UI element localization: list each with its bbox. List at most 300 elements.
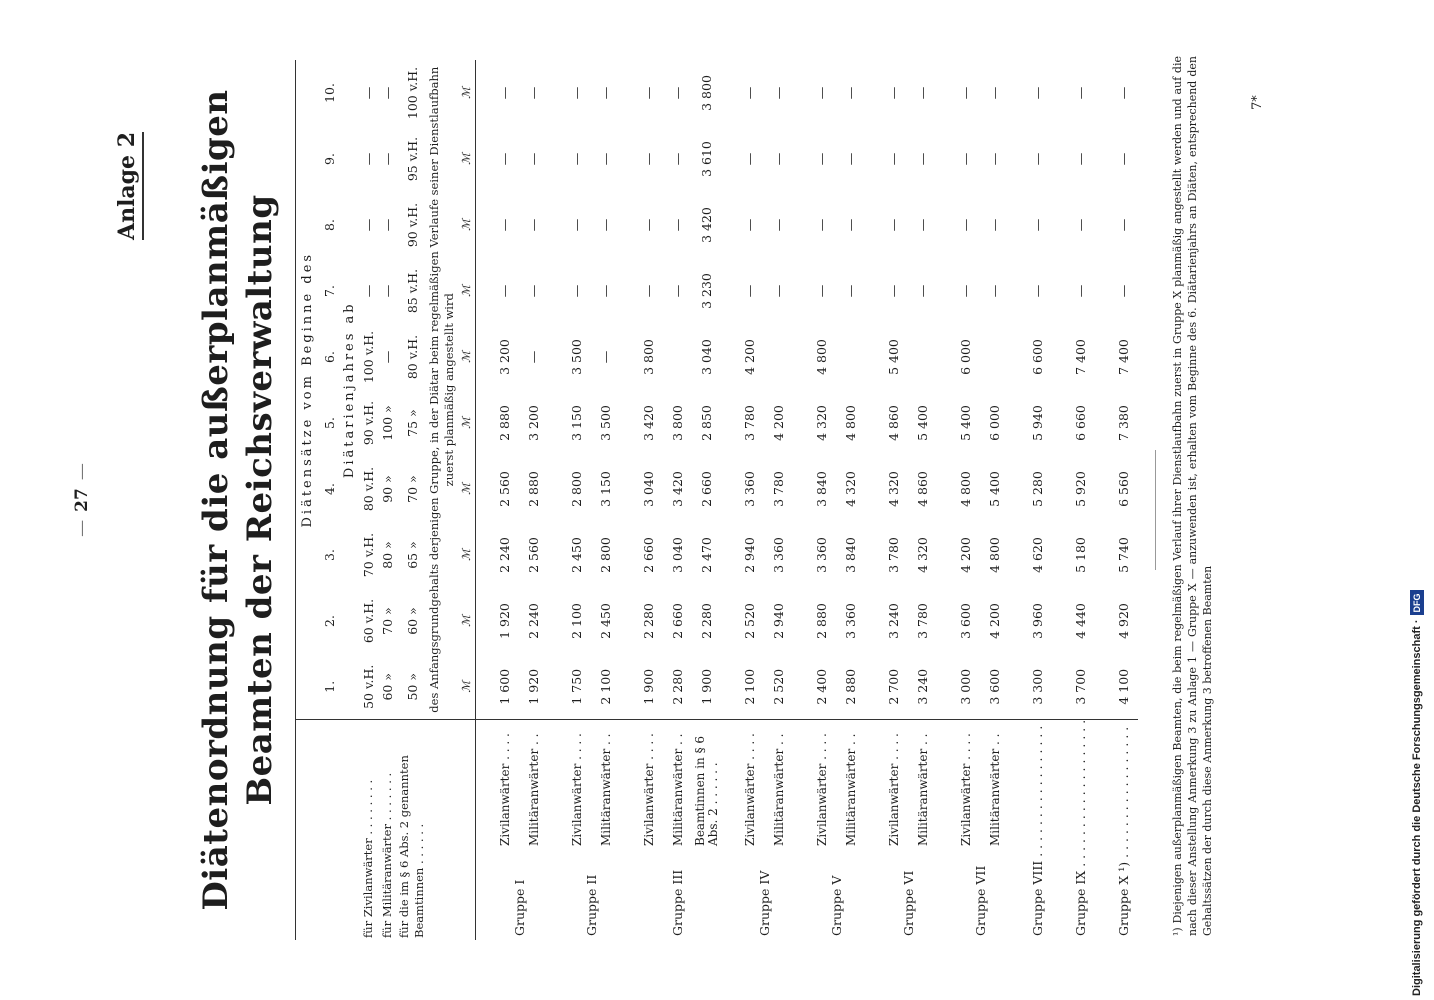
gap-cell [476, 720, 491, 940]
group-name: Gruppe VII [972, 865, 988, 936]
value-cell: 2 700 [886, 668, 901, 705]
row-label: Zivilanwärter . . . . [879, 720, 908, 848]
percent-cell: 75 » [404, 409, 420, 437]
column-header: 10. [321, 83, 337, 103]
value-cell: 2 280 [670, 668, 685, 705]
dfg-badge: DFG [1410, 590, 1424, 615]
value-cell: 3 240 [915, 668, 930, 705]
table-row [1023, 60, 1052, 940]
percent-cell: — [361, 284, 376, 298]
value-cell: 3 360 [742, 471, 757, 507]
percent-cell: 80 v.H. [361, 466, 376, 512]
gap-cell [865, 720, 879, 940]
value-cell: 7 400 [1116, 339, 1131, 375]
value-cell: 4 200 [958, 537, 973, 573]
dfg-credit: Digitalisierung gefördert durch die Deutsche Forschungsgemeinschaft · [1411, 619, 1423, 996]
gap-cell [721, 720, 735, 940]
value-cell: 4 100 [1116, 668, 1131, 705]
value-cell: 4 920 [1116, 603, 1131, 639]
unit-mark: ℳ [457, 324, 476, 390]
value-cell: 3 040 [641, 471, 656, 507]
group-name: Gruppe II [583, 874, 599, 936]
title-line-1: Diätenordnung für die außerplanmäßigen [196, 89, 236, 911]
table-row [764, 60, 793, 940]
unit-mark: ℳ [457, 522, 476, 588]
value-cell: 3 780 [742, 405, 757, 441]
gap-cell [1009, 60, 1023, 720]
percent-cell: — [380, 350, 395, 364]
value-cell: — [1116, 218, 1131, 232]
percent-row-label: für die im § 6 Abs. 2 genannten Beamtinnen . . . . . . [397, 720, 427, 940]
column-header: 9. [321, 153, 337, 165]
value-cell: 3 040 [699, 339, 714, 375]
percent-cell: 90 v.H. [404, 202, 420, 248]
table-row [1109, 60, 1138, 940]
value-cell: — [1073, 218, 1088, 232]
gap-cell [937, 60, 951, 720]
value-cell: — [814, 218, 829, 232]
value-cell: 7 380 [1116, 405, 1131, 441]
row-label: Zivilanwärter . . . . [735, 720, 764, 848]
row-label: Militäranwärter . . [591, 720, 620, 848]
value-cell: 2 100 [569, 603, 584, 639]
value-cell: — [771, 152, 786, 166]
value-cell: 5 180 [1073, 537, 1088, 573]
value-cell: — [958, 152, 973, 166]
value-cell: — [1073, 284, 1088, 298]
table-row [663, 60, 692, 940]
percent-cell: 85 v.H. [404, 268, 420, 314]
group-name: Gruppe III [670, 869, 685, 936]
value-cell [908, 324, 937, 390]
value-cell: — [987, 152, 1002, 166]
percent-cell: 70 » [404, 475, 420, 503]
value-cell: — [915, 152, 930, 166]
value-cell: 2 800 [598, 537, 613, 573]
group-name: Gruppe V [828, 875, 844, 936]
group-name: Gruppe IV [756, 870, 772, 936]
percent-cell: 60 v.H. [361, 598, 376, 644]
value-cell: 3 420 [670, 471, 685, 507]
value-cell: — [886, 152, 901, 166]
group-name: Gruppe X ¹) . . . . . . . . . . . . . . . . . [1109, 720, 1138, 940]
value-cell: 3 500 [598, 405, 613, 441]
value-cell: — [1116, 152, 1131, 166]
header-blank [427, 720, 457, 940]
unit-mark: ℳ [457, 192, 476, 258]
unit-mark: ℳ [457, 126, 476, 192]
value-cell [663, 324, 692, 390]
value-cell: — [886, 284, 901, 298]
value-cell: — [843, 218, 858, 232]
value-cell: 4 440 [1073, 603, 1088, 639]
value-cell: — [843, 152, 858, 166]
value-cell: — [958, 218, 973, 232]
value-cell: 1 900 [699, 668, 714, 705]
percent-cell: 60 » [380, 672, 395, 701]
value-cell: 5 740 [1116, 537, 1131, 573]
value-cell: — [742, 284, 757, 298]
gap-cell [865, 60, 879, 720]
gap-cell [620, 60, 634, 720]
gap-cell [1052, 720, 1066, 940]
value-cell: — [598, 218, 613, 232]
value-cell: — [886, 218, 901, 232]
percent-cell: 70 v.H. [361, 532, 376, 578]
value-cell: — [526, 152, 541, 166]
value-cell: 3 840 [814, 471, 829, 507]
group-name: Gruppe VI [900, 870, 916, 936]
value-cell: 2 660 [699, 471, 714, 507]
value-cell: 3 780 [886, 537, 901, 573]
salary-table [295, 60, 1138, 940]
table-row [951, 60, 980, 940]
value-cell: 6 660 [1073, 405, 1088, 441]
value-cell: 3 240 [886, 603, 901, 639]
value-cell: — [497, 218, 512, 232]
table-row [1066, 60, 1095, 940]
value-cell: — [497, 284, 512, 298]
percent-cell: 65 » [404, 541, 420, 569]
value-cell: 4 320 [843, 471, 858, 507]
value-cell: 3 960 [1030, 603, 1045, 639]
gap-cell [620, 720, 634, 940]
value-cell: 3 610 [699, 141, 714, 177]
value-cell: — [598, 86, 613, 100]
percent-cell: — [361, 86, 376, 100]
unit-mark: ℳ [457, 390, 476, 456]
value-cell: 2 940 [771, 603, 786, 639]
group-name: Gruppe VIII . . . . . . . . . . . . . . . . . [1023, 720, 1052, 940]
header-blank [457, 720, 476, 940]
value-cell: — [886, 86, 901, 100]
footnote-rule [1155, 450, 1156, 570]
title-line-2: Beamten der Reichsverwaltung [240, 194, 280, 806]
value-cell: 2 940 [742, 537, 757, 573]
value-cell: — [987, 284, 1002, 298]
value-cell: — [569, 218, 584, 232]
value-cell: — [641, 152, 656, 166]
value-cell: 3 420 [699, 207, 714, 243]
value-cell: 3 230 [699, 273, 714, 309]
value-cell: 3 840 [843, 537, 858, 573]
value-cell: 3 360 [814, 537, 829, 573]
percent-cell: — [380, 284, 395, 298]
gap-cell [548, 720, 562, 940]
value-cell: — [1073, 86, 1088, 100]
value-cell: 2 280 [699, 603, 714, 639]
value-cell: 3 040 [670, 537, 685, 573]
value-cell: — [1073, 152, 1088, 166]
value-cell: 5 920 [1073, 471, 1088, 507]
value-cell: 2 520 [771, 668, 786, 705]
value-cell: 5 940 [1030, 405, 1045, 441]
value-cell: 3 360 [771, 537, 786, 573]
value-cell: — [569, 152, 584, 166]
gap-cell [548, 60, 562, 720]
value-cell: 3 600 [958, 603, 973, 639]
page-number: — 27 — [72, 0, 92, 1000]
value-cell: — [641, 218, 656, 232]
annex-label: Anlage 2 [114, 132, 144, 240]
dfg-sidebar [1406, 4, 1428, 996]
gap-cell [721, 60, 735, 720]
value-cell: 4 860 [915, 471, 930, 507]
row-label: Zivilanwärter . . . . [951, 720, 980, 848]
percent-row-label: für Zivilanwärter . . . . . . . . [359, 720, 378, 940]
gap-cell [1052, 60, 1066, 720]
value-cell: — [987, 218, 1002, 232]
value-cell: — [742, 86, 757, 100]
value-cell: 2 240 [497, 537, 512, 573]
column-header: 3. [321, 549, 337, 561]
value-cell [764, 324, 793, 390]
value-cell: — [670, 86, 685, 100]
unit-mark: ℳ [457, 588, 476, 654]
value-cell: 3 500 [569, 339, 584, 375]
value-cell: 3 780 [771, 471, 786, 507]
value-cell: 3 360 [843, 603, 858, 639]
value-cell: — [497, 152, 512, 166]
value-cell: — [843, 86, 858, 100]
value-cell: 4 800 [987, 537, 1002, 573]
value-cell: 2 100 [598, 668, 613, 705]
table-row [562, 60, 591, 940]
value-cell: — [526, 86, 541, 100]
value-cell: 4 800 [958, 471, 973, 507]
table-row [591, 60, 620, 940]
value-cell: — [670, 152, 685, 166]
value-cell: — [915, 86, 930, 100]
value-cell: — [497, 86, 512, 100]
value-cell: 7 400 [1073, 339, 1088, 375]
table-row [807, 60, 836, 940]
value-cell: — [771, 218, 786, 232]
gap-cell [1095, 60, 1109, 720]
value-cell: — [526, 218, 541, 232]
value-cell: — [526, 350, 541, 364]
column-header: 1. [321, 680, 337, 693]
value-cell [980, 324, 1009, 390]
value-cell: 3 150 [569, 405, 584, 441]
value-cell: 3 800 [699, 75, 714, 111]
percent-cell: 95 v.H. [404, 136, 420, 182]
table-row [980, 60, 1009, 940]
column-header: 2. [321, 615, 337, 627]
unit-mark: ℳ [457, 60, 476, 126]
value-cell: 2 400 [814, 668, 829, 705]
value-cell: — [1030, 86, 1045, 100]
percent-cell: 70 » [380, 607, 395, 635]
value-cell: 3 150 [598, 471, 613, 507]
value-cell: 5 400 [958, 405, 973, 441]
percent-cell: 90 v.H. [361, 400, 376, 446]
value-cell: 6 560 [1116, 471, 1131, 507]
page-footer: 7* [1250, 95, 1265, 110]
gap-cell [476, 60, 491, 720]
value-cell: 3 300 [1030, 668, 1045, 705]
value-cell: 3 000 [958, 668, 973, 705]
value-cell: 5 280 [1030, 471, 1045, 507]
value-cell: — [1116, 86, 1131, 100]
value-cell: 1 600 [497, 668, 512, 705]
value-cell: — [843, 284, 858, 298]
value-cell: 6 000 [987, 405, 1002, 441]
value-cell: 6 000 [958, 339, 973, 375]
value-cell: 5 400 [987, 471, 1002, 507]
value-cell: 3 200 [526, 405, 541, 441]
row-label: Militäranwärter . . [764, 720, 793, 848]
sub-caption: Diätarienjahres ab [342, 301, 357, 479]
value-cell: 2 880 [843, 668, 858, 705]
value-cell: — [598, 152, 613, 166]
value-cell: — [1030, 284, 1045, 298]
value-cell: — [641, 284, 656, 298]
value-cell: 3 420 [641, 405, 656, 441]
table-row [836, 60, 865, 940]
value-cell: 4 320 [915, 537, 930, 573]
table-row [490, 60, 519, 940]
percent-cell: 100 » [380, 405, 395, 441]
unit-mark: ℳ [457, 258, 476, 324]
value-cell: 2 560 [526, 537, 541, 573]
value-cell: 5 400 [915, 405, 930, 441]
value-cell: 3 700 [1073, 668, 1088, 705]
value-cell: 1 750 [569, 668, 584, 705]
value-cell: — [742, 218, 757, 232]
table-row [519, 60, 548, 940]
value-cell: 2 660 [641, 537, 656, 573]
value-cell: — [742, 152, 757, 166]
value-cell: — [814, 284, 829, 298]
value-cell: 3 600 [987, 668, 1002, 705]
value-cell: — [915, 218, 930, 232]
value-cell: 4 620 [1030, 537, 1045, 573]
header-blank [340, 720, 359, 940]
percent-cell: — [361, 152, 376, 166]
value-cell: 3 800 [670, 405, 685, 441]
percent-cell: — [380, 218, 395, 232]
table-row [692, 60, 721, 940]
value-cell: 1 920 [497, 603, 512, 639]
column-header: 8. [321, 219, 337, 231]
percent-cell: 50 » [404, 672, 420, 701]
value-cell: 4 200 [987, 603, 1002, 639]
value-cell: 2 880 [497, 405, 512, 441]
header-blank [296, 720, 319, 940]
value-cell: 4 320 [886, 471, 901, 507]
value-cell [836, 324, 865, 390]
value-cell: — [1030, 152, 1045, 166]
value-cell: — [958, 86, 973, 100]
footnote: ¹) Diejenigen außerplanmäßigen Beamten, die beim regelmäßigen Verlauf ihrer Dienstlaufbahn zuerst in Gruppe X planmäßig angestellt werden und auf die nach dieser Anstellung Anmerkung 3 zu Anlage 1 — Gruppe X — anzuwenden ist, erhalten vom Beginne des 6. Diätarienjahrs an Diäten, entsprechend den Gehaltssätzen der durch diese Anmerkung 3 betroffenen Beamten [1171, 56, 1214, 936]
value-cell: 2 470 [699, 537, 714, 573]
percent-row-label: für Militäranwärter . . . . . . . [378, 720, 397, 940]
row-label: Zivilanwärter . . . . [490, 720, 519, 848]
gap-cell [937, 720, 951, 940]
percent-cell: — [380, 152, 395, 166]
value-cell: — [814, 152, 829, 166]
top-caption: Diätensätze vom Beginne des [296, 60, 319, 720]
group-name: Gruppe I [511, 879, 527, 936]
value-cell: 2 560 [497, 471, 512, 507]
value-cell: 2 660 [670, 603, 685, 639]
column-header: 5. [321, 417, 337, 429]
value-cell: — [670, 284, 685, 298]
value-cell: 2 880 [814, 603, 829, 639]
value-cell: — [771, 284, 786, 298]
column-header: 6. [321, 351, 337, 363]
value-cell: 3 200 [497, 339, 512, 375]
basis-caption: des Anfangsgrundgehalts derjenigen Gruppe, in der Diätar beim regelmäßigen Verlaufe seiner Dienstlaufbahn zuerst planmäßig angestellt wird [427, 66, 456, 713]
percent-cell: — [361, 218, 376, 232]
value-cell: 2 450 [569, 537, 584, 573]
value-cell: — [1030, 218, 1045, 232]
row-label: Militäranwärter . . [836, 720, 865, 848]
gap-cell [1095, 720, 1109, 940]
value-cell: 3 800 [641, 339, 656, 375]
value-cell: — [814, 86, 829, 100]
table-row [908, 60, 937, 940]
row-label: Militäranwärter . . [519, 720, 548, 848]
value-cell: — [569, 284, 584, 298]
table-row [634, 60, 663, 940]
value-cell: 4 800 [814, 339, 829, 375]
row-label: Zivilanwärter . . . . [807, 720, 836, 848]
value-cell: 1 900 [641, 668, 656, 705]
value-cell: 4 200 [771, 405, 786, 441]
value-cell: 2 240 [526, 603, 541, 639]
percent-cell: 90 » [380, 475, 395, 503]
row-label: Zivilanwärter . . . . [634, 720, 663, 848]
row-label: Militäranwärter . . [908, 720, 937, 848]
row-label: Zivilanwärter . . . . [562, 720, 591, 848]
value-cell: 4 800 [843, 405, 858, 441]
row-label: Militäranwärter . . [663, 720, 692, 848]
column-header: 7. [321, 285, 337, 297]
value-cell: — [771, 86, 786, 100]
value-cell: — [670, 218, 685, 232]
value-cell: 5 400 [886, 339, 901, 375]
percent-cell: 60 » [404, 607, 420, 635]
value-cell: — [915, 284, 930, 298]
value-cell: 6 600 [1030, 339, 1045, 375]
percent-cell: 80 » [380, 541, 395, 569]
gap-cell [793, 60, 807, 720]
percent-cell: 80 v.H. [404, 334, 420, 380]
row-label: Beamtinnen in § 6 Abs. 2 . . . . . . [692, 720, 721, 848]
value-cell: 2 520 [742, 603, 757, 639]
value-cell: 4 200 [742, 339, 757, 375]
value-cell: 1 920 [526, 668, 541, 705]
column-header: 4. [321, 483, 337, 495]
value-cell: 2 280 [641, 603, 656, 639]
value-cell: 2 100 [742, 668, 757, 705]
value-cell: 2 800 [569, 471, 584, 507]
group-name: Gruppe IX . . . . . . . . . . . . . . . . . . . [1066, 720, 1095, 940]
unit-mark: ℳ [457, 654, 476, 720]
percent-cell: 100 v.H. [404, 66, 420, 120]
value-cell: 3 780 [915, 603, 930, 639]
value-cell: — [641, 86, 656, 100]
value-cell: — [987, 86, 1002, 100]
percent-cell: — [380, 86, 395, 100]
gap-cell [793, 720, 807, 940]
table-row [735, 60, 764, 940]
value-cell: 2 450 [598, 603, 613, 639]
value-cell: — [1116, 284, 1131, 298]
document-title [194, 0, 282, 1000]
